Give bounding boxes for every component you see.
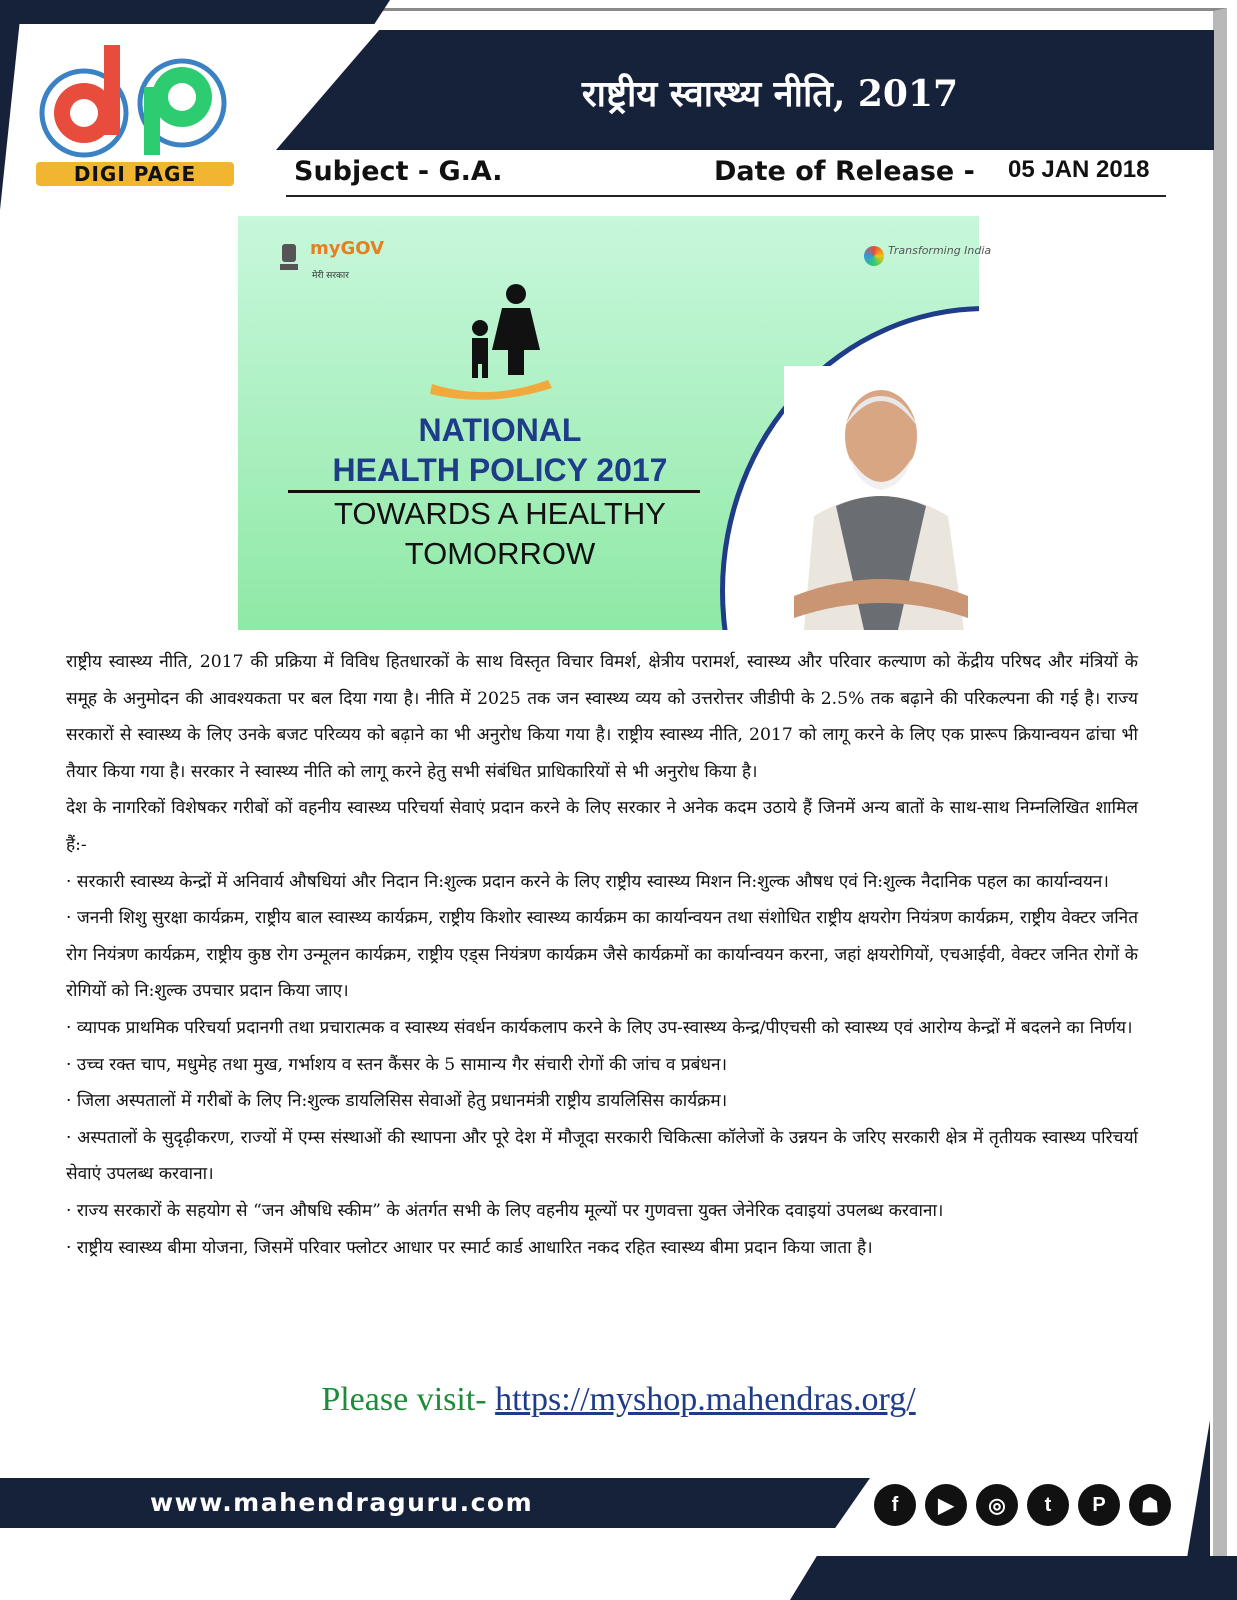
mygov-logo: myGOV [310, 238, 385, 259]
facebook-icon[interactable]: f [874, 1484, 916, 1526]
page-title: राष्ट्रीय स्वास्थ्य नीति, 2017 [581, 73, 959, 115]
banner-line-4: TOMORROW [404, 536, 596, 571]
banner-line-1: NATIONAL [418, 412, 582, 448]
corner-decoration-top-left [0, 0, 22, 210]
list-item: · जिला अस्पतालों में गरीबों के लिए नि:शुल्क डायलिसिस सेवाओं हेतु प्रधानमंत्री राष्ट्रीय डायलिसिस कार्यक्रम। [66, 1091, 728, 1112]
visit-label: Please visit- [321, 1381, 496, 1418]
visit-link[interactable]: https://myshop.mahendras.org/ [495, 1381, 916, 1418]
banner-rule [288, 490, 700, 493]
mygov-subtitle: मेरी सरकार [312, 271, 349, 281]
list-item: · अस्पतालों के सुदृढ़ीकरण, राज्यों में एम्स संस्थाओं की स्थापना और पूरे देश में मौजूदा सरकारी चिकित्सा कॉलेजों के उन्नयन के जरिए सरकारी क्षेत्र में तृतीयक स्वास्थ्य परिचर्या सेवाएं उपलब्ध करवाना। [66, 1127, 1138, 1185]
youtube-icon[interactable]: ▶ [925, 1484, 967, 1526]
list-item: · जननी शिशु सुरक्षा कार्यक्रम, राष्ट्रीय बाल स्वास्थ्य कार्यक्रम, राष्ट्रीय किशोर स्वास्थ्य कार्यक्रम का कार्यान्वयन तथा संशोधित राष्ट्रीय क्षयरोग नियंत्रण कार्यक्रम, राष्ट्रीय वेक्टर जनित रोग नियंत्रण कार्यक्रम, राष्ट्रीय कुष्ठ रोग उन्मूलन कार्यक्रम, राष्ट्रीय एड्स नियंत्रण कार्यक्रम जैसे कार्यक्रमों का कार्यान्वयन करना, जहां क्षयरोगियों, एचआईवी, वेक्टर जनित रोगों के रोगियों को नि:शुल्क उपचार प्रदान किया जाए। [66, 908, 1138, 1002]
twitter-icon[interactable]: t [1027, 1484, 1069, 1526]
national-emblem-icon [278, 240, 300, 274]
banner-line-2: HEALTH POLICY 2017 [332, 452, 668, 488]
digi-page-logo [32, 35, 242, 160]
release-date: 05 JAN 2018 [1008, 156, 1150, 183]
transforming-india-text: Transforming India [888, 244, 992, 257]
header-rule [286, 195, 1166, 197]
social-icons [874, 1484, 1171, 1526]
visit-line [0, 1381, 1237, 1419]
subject-label: Subject - G.A. [294, 156, 503, 187]
list-item: · व्यापक प्राथमिक परिचर्या प्रदानगी तथा प्रचारात्मक व स्वास्थ्य संवर्धन कार्यकलाप करने के लिए उप-स्वास्थ्य केन्द्र/पीएचसी को स्वास्थ्य एवं आरोग्य केन्द्रों में बदलने का निर्णय। [66, 1017, 1133, 1038]
portrait-photo [784, 366, 978, 630]
list-item: · राष्ट्रीय स्वास्थ्य बीमा योजना, जिसमें परिवार फ्लोटर आधार पर स्मार्ट कार्ड आधारित नकद रहित स्वास्थ्य बीमा प्रदान किया जाता है। [66, 1237, 873, 1258]
instagram-icon[interactable]: ◎ [976, 1484, 1018, 1526]
list-item: · सरकारी स्वास्थ्य केन्द्रों में अनिवार्य औषधियां और निदान नि:शुल्क प्रदान करने के लिए राष्ट्रीय स्वास्थ्य मिशन नि:शुल्क औषध एवं नि:शुल्क नैदानिक पहल का कार्यान्वयन। [66, 871, 1109, 892]
article-body [66, 644, 1138, 1266]
release-label: Date of Release - [714, 156, 975, 187]
body-paragraph: राष्ट्रीय स्वास्थ्य नीति, 2017 की प्रक्रिया में विविध हितधारकों के साथ विस्तृत विचार विमर्श, क्षेत्रीय परामर्श, स्वास्थ्य और परिवार कल्याण को केंद्रीय परिषद और मंत्रियों के समूह के अनुमोदन की आवश्यकता पर बल दिया गया है। नीति में 2025 तक जन स्वास्थ्य व्यय को उत्तरोत्तर जीडीपी के 2.5% तक बढ़ाने की परिकल्पना की गई है। राज्य सरकारों से स्वास्थ्य के लिए उनके बजट परिव्यय को बढ़ाने का भी अनुरोध किया गया है। राष्ट्रीय स्वास्थ्य नीति, 2017 को लागू करने के लिए एक प्रारूप क्रियान्वयन ढांचा भी तैयार किया गया है। सरकार ने स्वास्थ्य नीति को लागू करने हेतु सभी संबंधित प्राधिकारियों से भी अनुरोध किया है। [66, 652, 1138, 782]
family-hand-icon [428, 280, 558, 405]
digi-page-badge: DIGI PAGE [36, 162, 234, 186]
transforming-india-icon [864, 246, 884, 266]
list-item: · राज्य सरकारों के सहयोग से “जन औषधि स्कीम” के अंतर्गत सभी के लिए वहनीय मूल्यों पर गुणवत्ता युक्त जेनेरिक दवाइयां उपलब्ध करवाना। [66, 1200, 944, 1221]
body-paragraph: देश के नागरिकों विशेषकर गरीबों कों वहनीय स्वास्थ्य परिचर्या सेवाएं प्रदान करने के लिए सरकार ने अनेक कदम उठाये हैं जिनमें अन्य बातों के साथ-साथ निम्नलिखित शामिल हैं:- [66, 798, 1138, 855]
footer-website[interactable]: www.mahendraguru.com [150, 1488, 534, 1517]
corner-decoration-top-bar [0, 0, 390, 24]
pinterest-icon[interactable]: P [1078, 1484, 1120, 1526]
corner-decoration-bottom-bar [790, 1556, 1237, 1600]
list-item: · उच्च रक्त चाप, मधुमेह तथा मुख, गर्भाशय व स्तन कैंसर के 5 सामान्य गैर संचारी रोगों की जांच व प्रबंधन। [66, 1054, 728, 1075]
android-icon[interactable]: ☗ [1129, 1484, 1171, 1526]
banner-line-3: TOWARDS A HEALTHY [334, 496, 666, 531]
